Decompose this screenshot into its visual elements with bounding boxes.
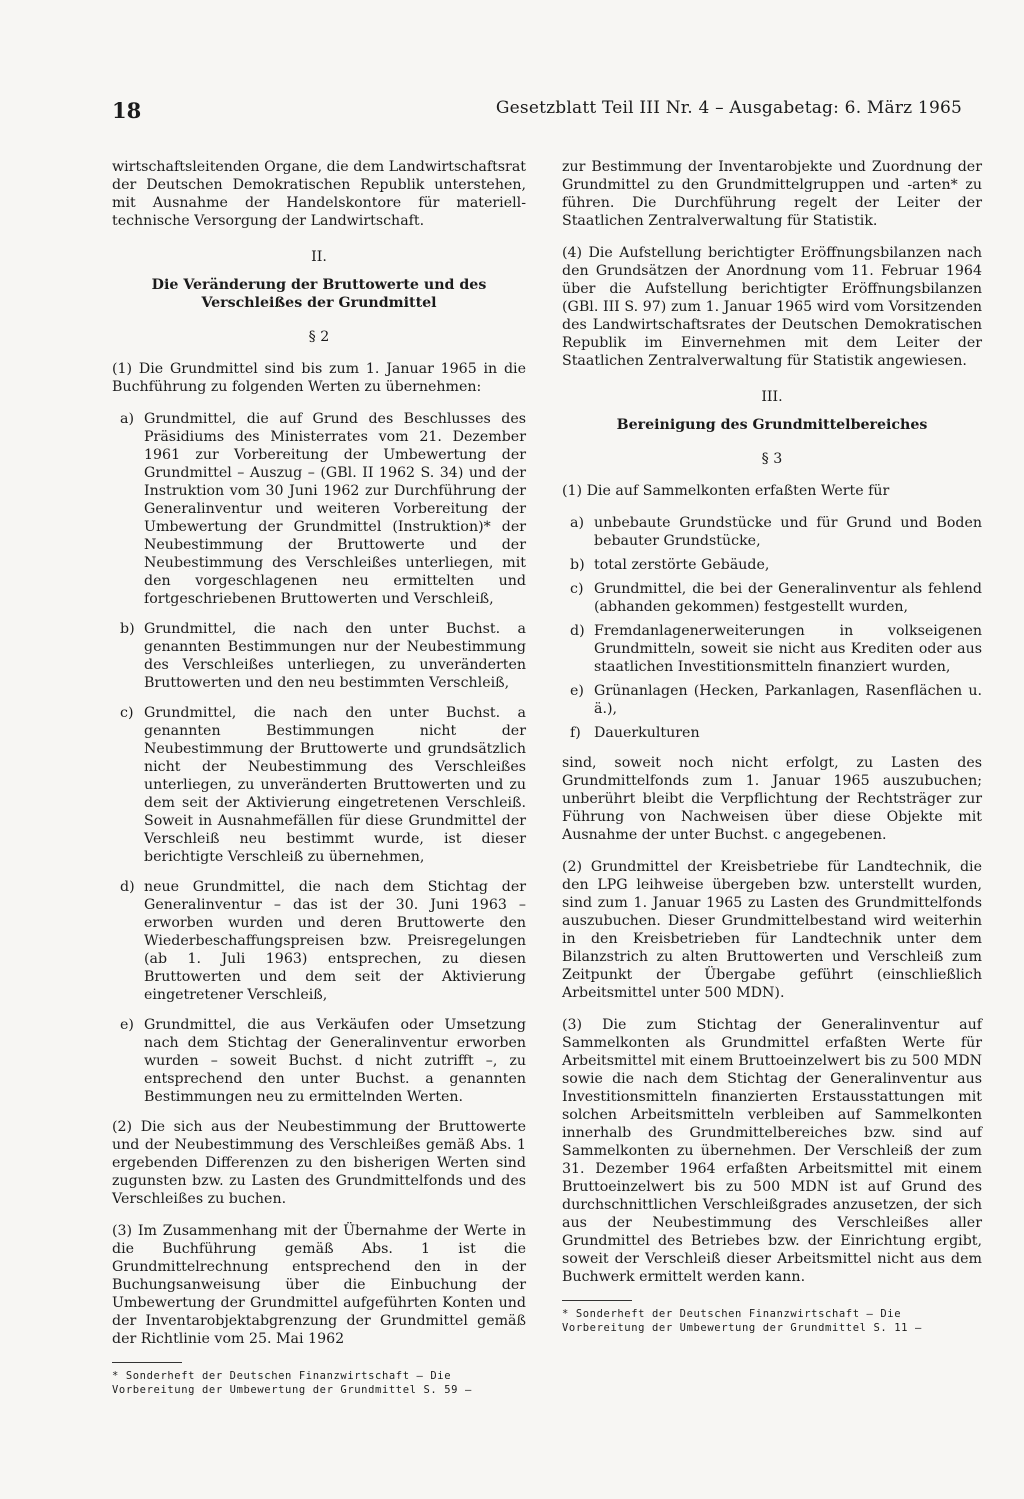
item-text: Grundmittel, die auf Grund des Beschlusses des Präsidiums des Ministerrates vom 21. Dezember 1961 zur Vorbereitung der Umbewertung der Grundmittel – Auszug – (GBl. II 1962 S. 34) und der Instruktion vom 30 Juni 1962 zur Durchführung der Generalinventur und weiteren Vorbereitung der Umbewertung der Grundmittel (Instruktion)* der Neubestimmung der Bruttowerte und der Neubestimmung des Verschleißes unterliegen, mit den vorgeschlagenen neu ermittelten und fortgeschriebenen Bruttowerten und Verschleiß, [144, 411, 526, 607]
paragraph-1: (1) Die auf Sammelkonten erfaßten Werte für [562, 483, 890, 499]
left-column [112, 158, 526, 1397]
list-item [112, 1016, 526, 1106]
list-item [562, 514, 982, 550]
item-label: c) [120, 705, 134, 721]
item-label: e) [120, 1017, 134, 1033]
item-label: c) [570, 581, 584, 597]
footnote: * Sonderheft der Deutschen Finanzwirtschaft – Die Vorbereitung der Umbewertung der Grundmittel S. 11 – [562, 1308, 922, 1334]
item-text: Dauerkulturen [594, 725, 700, 741]
item-text: Grundmittel, die nach den unter Buchst. a genannten Bestimmungen nicht der Neubestimmung der Bruttowerte und grundsätzlich nicht der Neubestimmung des Verschleißes unterliegen, zu unveränderten Bruttowerten und zu dem seit der Aktivierung eingetretenen Verschleiß. Soweit in Ausnahmefällen für diese Grundmittel der Verschleiß neu bestimmt wurde, ist dieser berichtigte Verschleiß zu übernehmen, [144, 705, 526, 865]
list-item [112, 878, 526, 1004]
running-title: Gesetzblatt Teil III Nr. 4 – Ausgabetag: 6. März 1965 [495, 98, 962, 118]
item-text: Grundmittel, die bei der Generalinventur als fehlend (abhanden gekommen) festgestellt wurden, [594, 581, 982, 615]
item-text: Grundmittel, die nach den unter Buchst. a genannten Bestimmungen nur der Neubestimmung des Verschleißes unterliegen, zu unveränderten Bruttowerten und den neu bestimmten Verschleiß, [144, 621, 526, 691]
intro-paragraph: wirtschaftsleitenden Organe, die dem Landwirtschaftsrat der Deutschen Demokratischen Republik unterstehen, mit Ausnahme der Handelskontore für materiell-technische Versorgung der Landwirtschaft. [112, 159, 526, 229]
section-heading: Die Veränderung der Bruttowerte und des Verschleißes der Grundmittel [151, 277, 487, 311]
item-label: e) [570, 683, 584, 699]
section-number: III. [761, 389, 783, 405]
paragraph-3: (3) Im Zusammenhang mit der Übernahme der Werte in die Buchführung gemäß Abs. 1 ist die Grundmittelrechnung entsprechend den in der Buchungsanweisung über die Einbuchung der Umbewertung der Grundmittel aufgeführten Konten und der Inventarobjektabgrenzung der Grundmittel gemäß der Richtlinie vom 25. Mai 1962 [112, 1223, 526, 1347]
item-label: f) [570, 725, 581, 741]
list-item [562, 580, 982, 616]
item-label: d) [120, 879, 135, 895]
footnote-rule [562, 1300, 632, 1301]
list-item [562, 724, 982, 742]
item-text: Grünanlagen (Hecken, Parkanlagen, Rasenflächen u. ä.), [594, 683, 982, 717]
list-item [112, 704, 526, 866]
item-text: unbebaute Grundstücke und für Grund und Boden bebauter Grundstücke, [594, 515, 982, 549]
paragraph-1: (1) Die Grundmittel sind bis zum 1. Januar 1965 in die Buchführung zu folgenden Werten zu übernehmen: [112, 361, 526, 395]
paragraph-sign: § 2 [308, 329, 330, 345]
footnote-rule [112, 1362, 182, 1363]
item-text: Grundmittel, die aus Verkäufen oder Umsetzung nach dem Stichtag der Generalinventur erworben wurden – soweit Buchst. d nicht zutrifft –, zu entsprechend den unter Buchst. a genannten Bestimmungen neu zu ermittelnden Werten. [144, 1017, 526, 1105]
right-column [562, 158, 982, 1335]
list-item [562, 622, 982, 676]
item-text: neue Grundmittel, die nach dem Stichtag der Generalinventur – das ist der 30. Juni 1963 – erworben wurden und deren Bruttowerte den Wiederbeschaffungspreisen bzw. Preisregelungen (ab 1. Juli 1963) entsprechen, zu diesen Bruttowerten und dem seit der Aktivierung eingetretener Verschleiß, [144, 879, 526, 1003]
list-item [562, 682, 982, 718]
item-label: a) [120, 411, 134, 427]
paragraph-3: (3) Die zum Stichtag der Generalinventur auf Sammelkonten als Grundmittel erfaßten Werte für Arbeitsmittel mit einem Bruttoeinzelwert bis zu 500 MDN sowie die nach dem Stichtag der Generalinventur aus Investitionsmitteln finanzierten Erstausstattungen mit solchen Arbeitsmitteln verbleiben auf Sammelkonten innerhalb des Grundmittelbereiches bzw. sind auf Sammelkonten zu übernehmen. Der Verschleiß der zum 31. Dezember 1964 erfaßten Arbeitsmittel mit einem Bruttoeinzelwert bis zu 500 MDN ist auf Grund des durchschnittlichen Verschleißgrades anzusetzen, der sich aus der Neubestimmung des Verschleißes aller Grundmittel des Betriebes bzw. der Einrichtung ergibt, soweit der Verschleiß dieser Arbeitsmittel nicht aus dem Buchwerk ermittelt werden kann. [562, 1017, 982, 1285]
item-text: Fremdanlagenerweiterungen in volkseigenen Grundmitteln, soweit sie nicht aus Krediten oder aus staatlichen Investitionsmitteln finanziert wurden, [594, 623, 982, 675]
item-text: total zerstörte Gebäude, [594, 557, 770, 573]
footnote: * Sonderheft der Deutschen Finanzwirtschaft – Die Vorbereitung der Umbewertung der Grundmittel S. 59 – [112, 1370, 472, 1396]
paragraph-2: (2) Die sich aus der Neubestimmung der Bruttowerte und der Neubestimmung des Verschleißes gemäß Abs. 1 ergebenden Differenzen zu den bisherigen Werten sind zugunsten bzw. zu Lasten des Grundmittelfonds und des Verschleißes zu buchen. [112, 1119, 526, 1207]
list-item [112, 410, 526, 608]
list-item [112, 620, 526, 692]
page-number: 18 [112, 98, 142, 123]
list-item [562, 556, 982, 574]
paragraph-4: (4) Die Aufstellung berichtigter Eröffnungsbilanzen nach den Grundsätzen der Anordnung vom 11. Februar 1964 über die Aufstellung berichtigter Eröffnungsbilanzen (GBl. III S. 97) zum 1. Januar 1965 wird vom Vorsitzenden des Landwirtschaftsrates der Deutschen Demokratischen Republik im Einvernehmen mit dem Leiter der Staatlichen Zentralverwaltung für Statistik angewiesen. [562, 245, 982, 369]
paragraph-2: (2) Grundmittel der Kreisbetriebe für Landtechnik, die den LPG leihweise übergeben bzw. unterstellt wurden, sind zum 1. Januar 1965 zu Lasten des Grundmittelfonds auszubuchen. Dieser Grundmittelbestand wird weiterhin in den Kreisbetrieben für Landtechnik unter dem Bilanzstrich zu alten Bruttowerten und Verschleiß zum Zeitpunkt der Übergabe geführt (einschließlich Arbeitsmittel unter 500 MDN). [562, 859, 982, 1001]
item-label: a) [570, 515, 584, 531]
item-label: b) [570, 557, 585, 573]
continued-paragraph: zur Bestimmung der Inventarobjekte und Zuordnung der Grundmittel zu den Grundmittelgruppen und -arten* zu führen. Die Durchführung regelt der Leiter der Staatlichen Zentralverwaltung für Statistik. [562, 159, 982, 229]
page-header [112, 98, 984, 128]
item-label: b) [120, 621, 135, 637]
section-number: II. [311, 249, 327, 265]
item-label: d) [570, 623, 585, 639]
after-items-paragraph: sind, soweit noch nicht erfolgt, zu Lasten des Grundmittelfonds zum 1. Januar 1965 auszubuchen; unberührt bleibt die Verpflichtung der Rechtsträger zur Führung von Nachweisen über diese Objekte mit Ausnahme der unter Buchst. c angegebenen. [562, 755, 982, 843]
section-heading: Bereinigung des Grundmittelbereiches [616, 417, 928, 433]
paragraph-sign: § 3 [761, 451, 783, 467]
